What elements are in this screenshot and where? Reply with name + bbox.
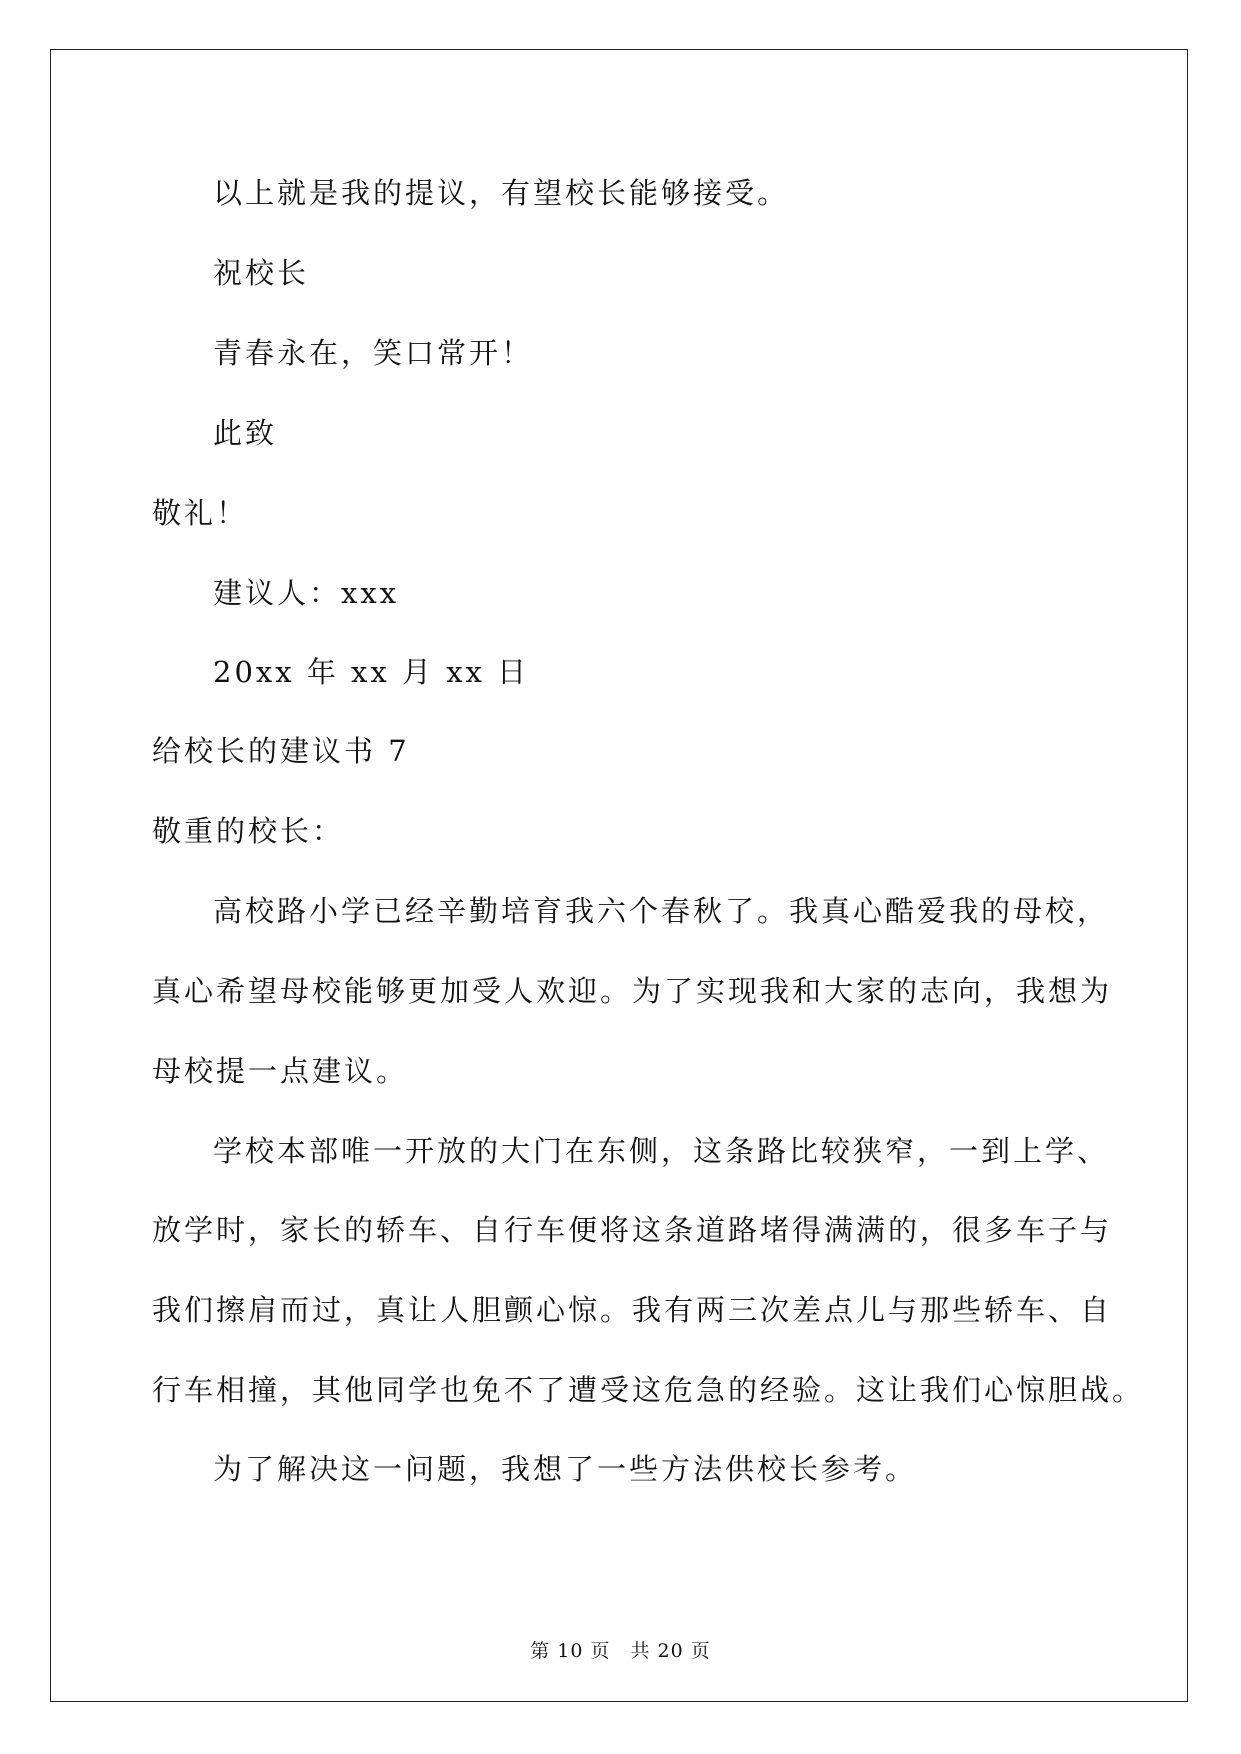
closing-line: 以上就是我的提议，有望校长能够接受。	[213, 176, 790, 210]
page-number-current: 第 10 页	[530, 1640, 611, 1662]
page-footer	[0, 1639, 1241, 1663]
paragraph-line: 高校路小学已经辛勤培育我六个春秋了。我真心酷爱我的母校，	[213, 894, 1110, 928]
wish-line: 祝校长	[213, 256, 310, 290]
greeting-line: 敬重的校长：	[152, 814, 345, 848]
page-number-total: 共 20 页	[630, 1640, 711, 1662]
paragraph-line: 学校本部唯一开放的大门在东侧，这条路比较狭窄，一到上学、	[213, 1134, 1110, 1168]
salutation-line: 此致	[213, 416, 278, 450]
date-line: 20xx 年 xx 月 xx 日	[213, 655, 530, 689]
salutation-regards: 敬礼！	[152, 496, 249, 530]
paragraph-line: 真心希望母校能够更加受人欢迎。为了实现我和大家的志向，我想为	[152, 974, 1113, 1008]
paragraph-line: 为了解决这一问题，我想了一些方法供校长参考。	[213, 1452, 918, 1486]
section-title: 给校长的建议书 7	[152, 734, 410, 768]
signer-line: 建议人：xxx	[213, 576, 400, 610]
wish-content-line: 青春永在，笑口常开！	[213, 336, 534, 370]
paragraph-line: 放学时，家长的轿车、自行车便将这条道路堵得满满的，很多车子与	[152, 1213, 1113, 1247]
paragraph-line: 母校提一点建议。	[152, 1054, 409, 1088]
paragraph-line: 行车相撞，其他同学也免不了遭受这危急的经验。这让我们心惊胆战。	[152, 1373, 1145, 1407]
paragraph-line: 我们擦肩而过，真让人胆颤心惊。我有两三次差点儿与那些轿车、自	[152, 1293, 1113, 1327]
